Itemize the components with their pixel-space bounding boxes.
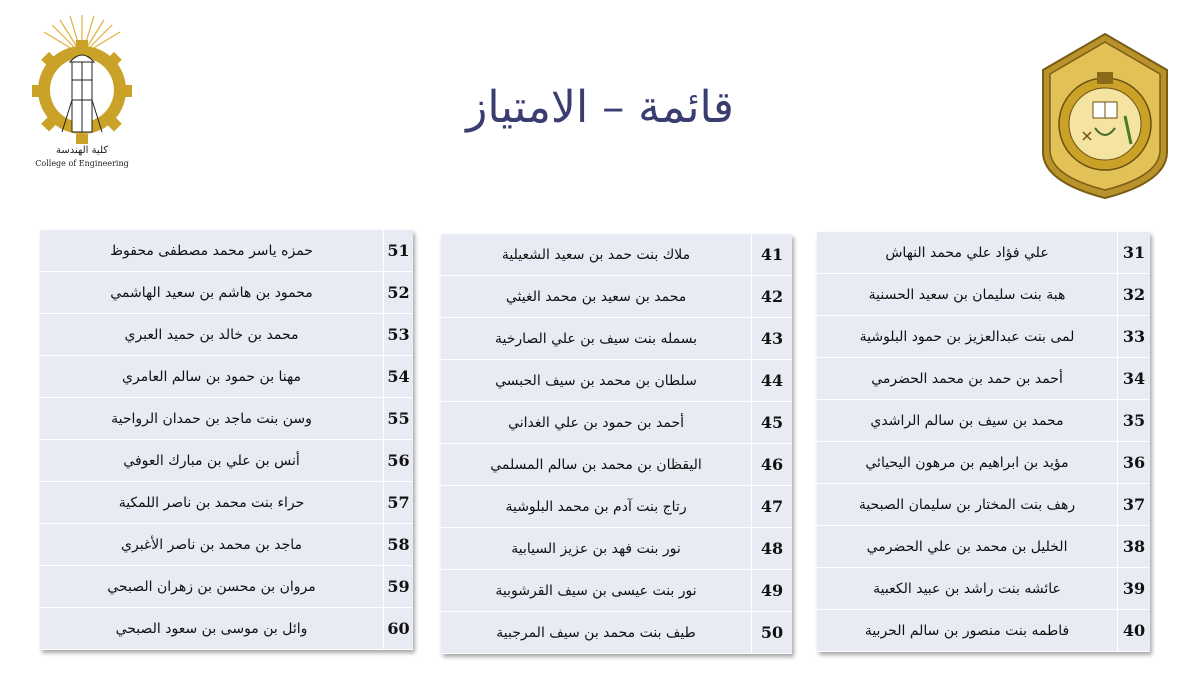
row-number: 60 xyxy=(384,608,413,650)
student-name: مروان بن محسن بن زهران الصبحي xyxy=(40,566,384,608)
row-number: 35 xyxy=(1118,400,1150,442)
table-row xyxy=(817,400,1150,442)
table-row xyxy=(40,314,413,356)
student-name: نور بنت فهد بن عزيز السيابية xyxy=(441,528,752,570)
table-row xyxy=(817,316,1150,358)
table-row xyxy=(817,274,1150,316)
student-name: لمى بنت عبدالعزيز بن حمود البلوشية xyxy=(817,316,1118,358)
table-row xyxy=(40,230,413,272)
student-name: سلطان بن محمد بن سيف الحبسي xyxy=(441,360,752,402)
student-name: رهف بنت المختار بن سليمان الصبحية xyxy=(817,484,1118,526)
table-row xyxy=(817,442,1150,484)
table-row xyxy=(817,610,1150,652)
table-row xyxy=(40,398,413,440)
sultan-qaboos-university-crest-icon xyxy=(1035,32,1175,200)
row-number: 59 xyxy=(384,566,413,608)
table-row xyxy=(441,486,792,528)
college-of-engineering-logo xyxy=(20,10,155,170)
table-row xyxy=(40,524,413,566)
university-crest-logo xyxy=(1035,32,1175,200)
table-row xyxy=(40,440,413,482)
student-name: وسن بنت ماجد بن حمدان الرواحية xyxy=(40,398,384,440)
student-name: أحمد بن حمود بن علي الغداني xyxy=(441,402,752,444)
row-number: 51 xyxy=(384,230,413,272)
student-name: أنس بن علي بن مبارك العوفي xyxy=(40,440,384,482)
table-row xyxy=(441,360,792,402)
student-name: بسمله بنت سيف بن علي الصارخية xyxy=(441,318,752,360)
table-row xyxy=(40,608,413,650)
row-number: 44 xyxy=(752,360,792,402)
student-name: ماجد بن محمد بن ناصر الأغبري xyxy=(40,524,384,566)
table-row xyxy=(40,482,413,524)
table-row xyxy=(817,232,1150,274)
table-row xyxy=(40,356,413,398)
student-name: حراء بنت محمد بن ناصر اللمكية xyxy=(40,482,384,524)
page-title: قائمة – الامتياز xyxy=(466,82,734,133)
table-row xyxy=(817,484,1150,526)
student-name: هبة بنت سليمان بن سعيد الحسنية xyxy=(817,274,1118,316)
row-number: 47 xyxy=(752,486,792,528)
row-number: 43 xyxy=(752,318,792,360)
college-of-engineering-gear-logo-icon xyxy=(20,10,155,170)
student-name: وائل بن موسى بن سعود الصبحي xyxy=(40,608,384,650)
table-row xyxy=(441,528,792,570)
row-number: 32 xyxy=(1118,274,1150,316)
table-row xyxy=(40,566,413,608)
row-number: 53 xyxy=(384,314,413,356)
student-name: فاطمه بنت منصور بن سالم الحربية xyxy=(817,610,1118,652)
row-number: 55 xyxy=(384,398,413,440)
student-name: رتاج بنت آدم بن محمد البلوشية xyxy=(441,486,752,528)
student-name: ملاك بنت حمد بن سعيد الشعيلية xyxy=(441,234,752,276)
table-row xyxy=(441,234,792,276)
row-number: 56 xyxy=(384,440,413,482)
student-name: أحمد بن حمد بن محمد الحضرمي xyxy=(817,358,1118,400)
row-number: 38 xyxy=(1118,526,1150,568)
student-name: محمد بن سعيد بن محمد الغيثي xyxy=(441,276,752,318)
table-row xyxy=(817,526,1150,568)
student-name: محمد بن خالد بن حميد العبري xyxy=(40,314,384,356)
honors-table-31-40 xyxy=(817,232,1150,652)
table-row xyxy=(441,276,792,318)
row-number: 42 xyxy=(752,276,792,318)
row-number: 45 xyxy=(752,402,792,444)
row-number: 40 xyxy=(1118,610,1150,652)
student-name: مؤيد بن ابراهيم بن مرهون اليحيائي xyxy=(817,442,1118,484)
table-row xyxy=(441,402,792,444)
row-number: 34 xyxy=(1118,358,1150,400)
row-number: 39 xyxy=(1118,568,1150,610)
row-number: 50 xyxy=(752,612,792,654)
table-row xyxy=(40,272,413,314)
honors-table-51-60 xyxy=(40,230,413,650)
table-row xyxy=(441,318,792,360)
student-name: طيف بنت محمد بن سيف المرجبية xyxy=(441,612,752,654)
table-row xyxy=(817,568,1150,610)
table-row xyxy=(441,612,792,654)
row-number: 48 xyxy=(752,528,792,570)
row-number: 33 xyxy=(1118,316,1150,358)
row-number: 36 xyxy=(1118,442,1150,484)
student-name: محمد بن سيف بن سالم الراشدي xyxy=(817,400,1118,442)
student-name: عائشه بنت راشد بن عبيد الكعبية xyxy=(817,568,1118,610)
student-name: علي فؤاد علي محمد النهاش xyxy=(817,232,1118,274)
table-row xyxy=(817,358,1150,400)
row-number: 54 xyxy=(384,356,413,398)
logo-arabic-caption: كلية الهندسة xyxy=(55,145,109,156)
student-name: مهنا بن حمود بن سالم العامري xyxy=(40,356,384,398)
row-number: 31 xyxy=(1118,232,1150,274)
row-number: 58 xyxy=(384,524,413,566)
row-number: 52 xyxy=(384,272,413,314)
table-row xyxy=(441,570,792,612)
student-name: حمزه ياسر محمد مصطفى محفوظ xyxy=(40,230,384,272)
student-name: اليقظان بن محمد بن سالم المسلمي xyxy=(441,444,752,486)
row-number: 37 xyxy=(1118,484,1150,526)
row-number: 57 xyxy=(384,482,413,524)
student-name: محمود بن هاشم بن سعيد الهاشمي xyxy=(40,272,384,314)
row-number: 49 xyxy=(752,570,792,612)
honors-table-41-50 xyxy=(441,234,792,654)
row-number: 46 xyxy=(752,444,792,486)
logo-english-caption: College of Engineering xyxy=(35,159,129,168)
table-row xyxy=(441,444,792,486)
row-number: 41 xyxy=(752,234,792,276)
student-name: الخليل بن محمد بن علي الحضرمي xyxy=(817,526,1118,568)
student-name: نور بنت عيسى بن سيف القرشوبية xyxy=(441,570,752,612)
